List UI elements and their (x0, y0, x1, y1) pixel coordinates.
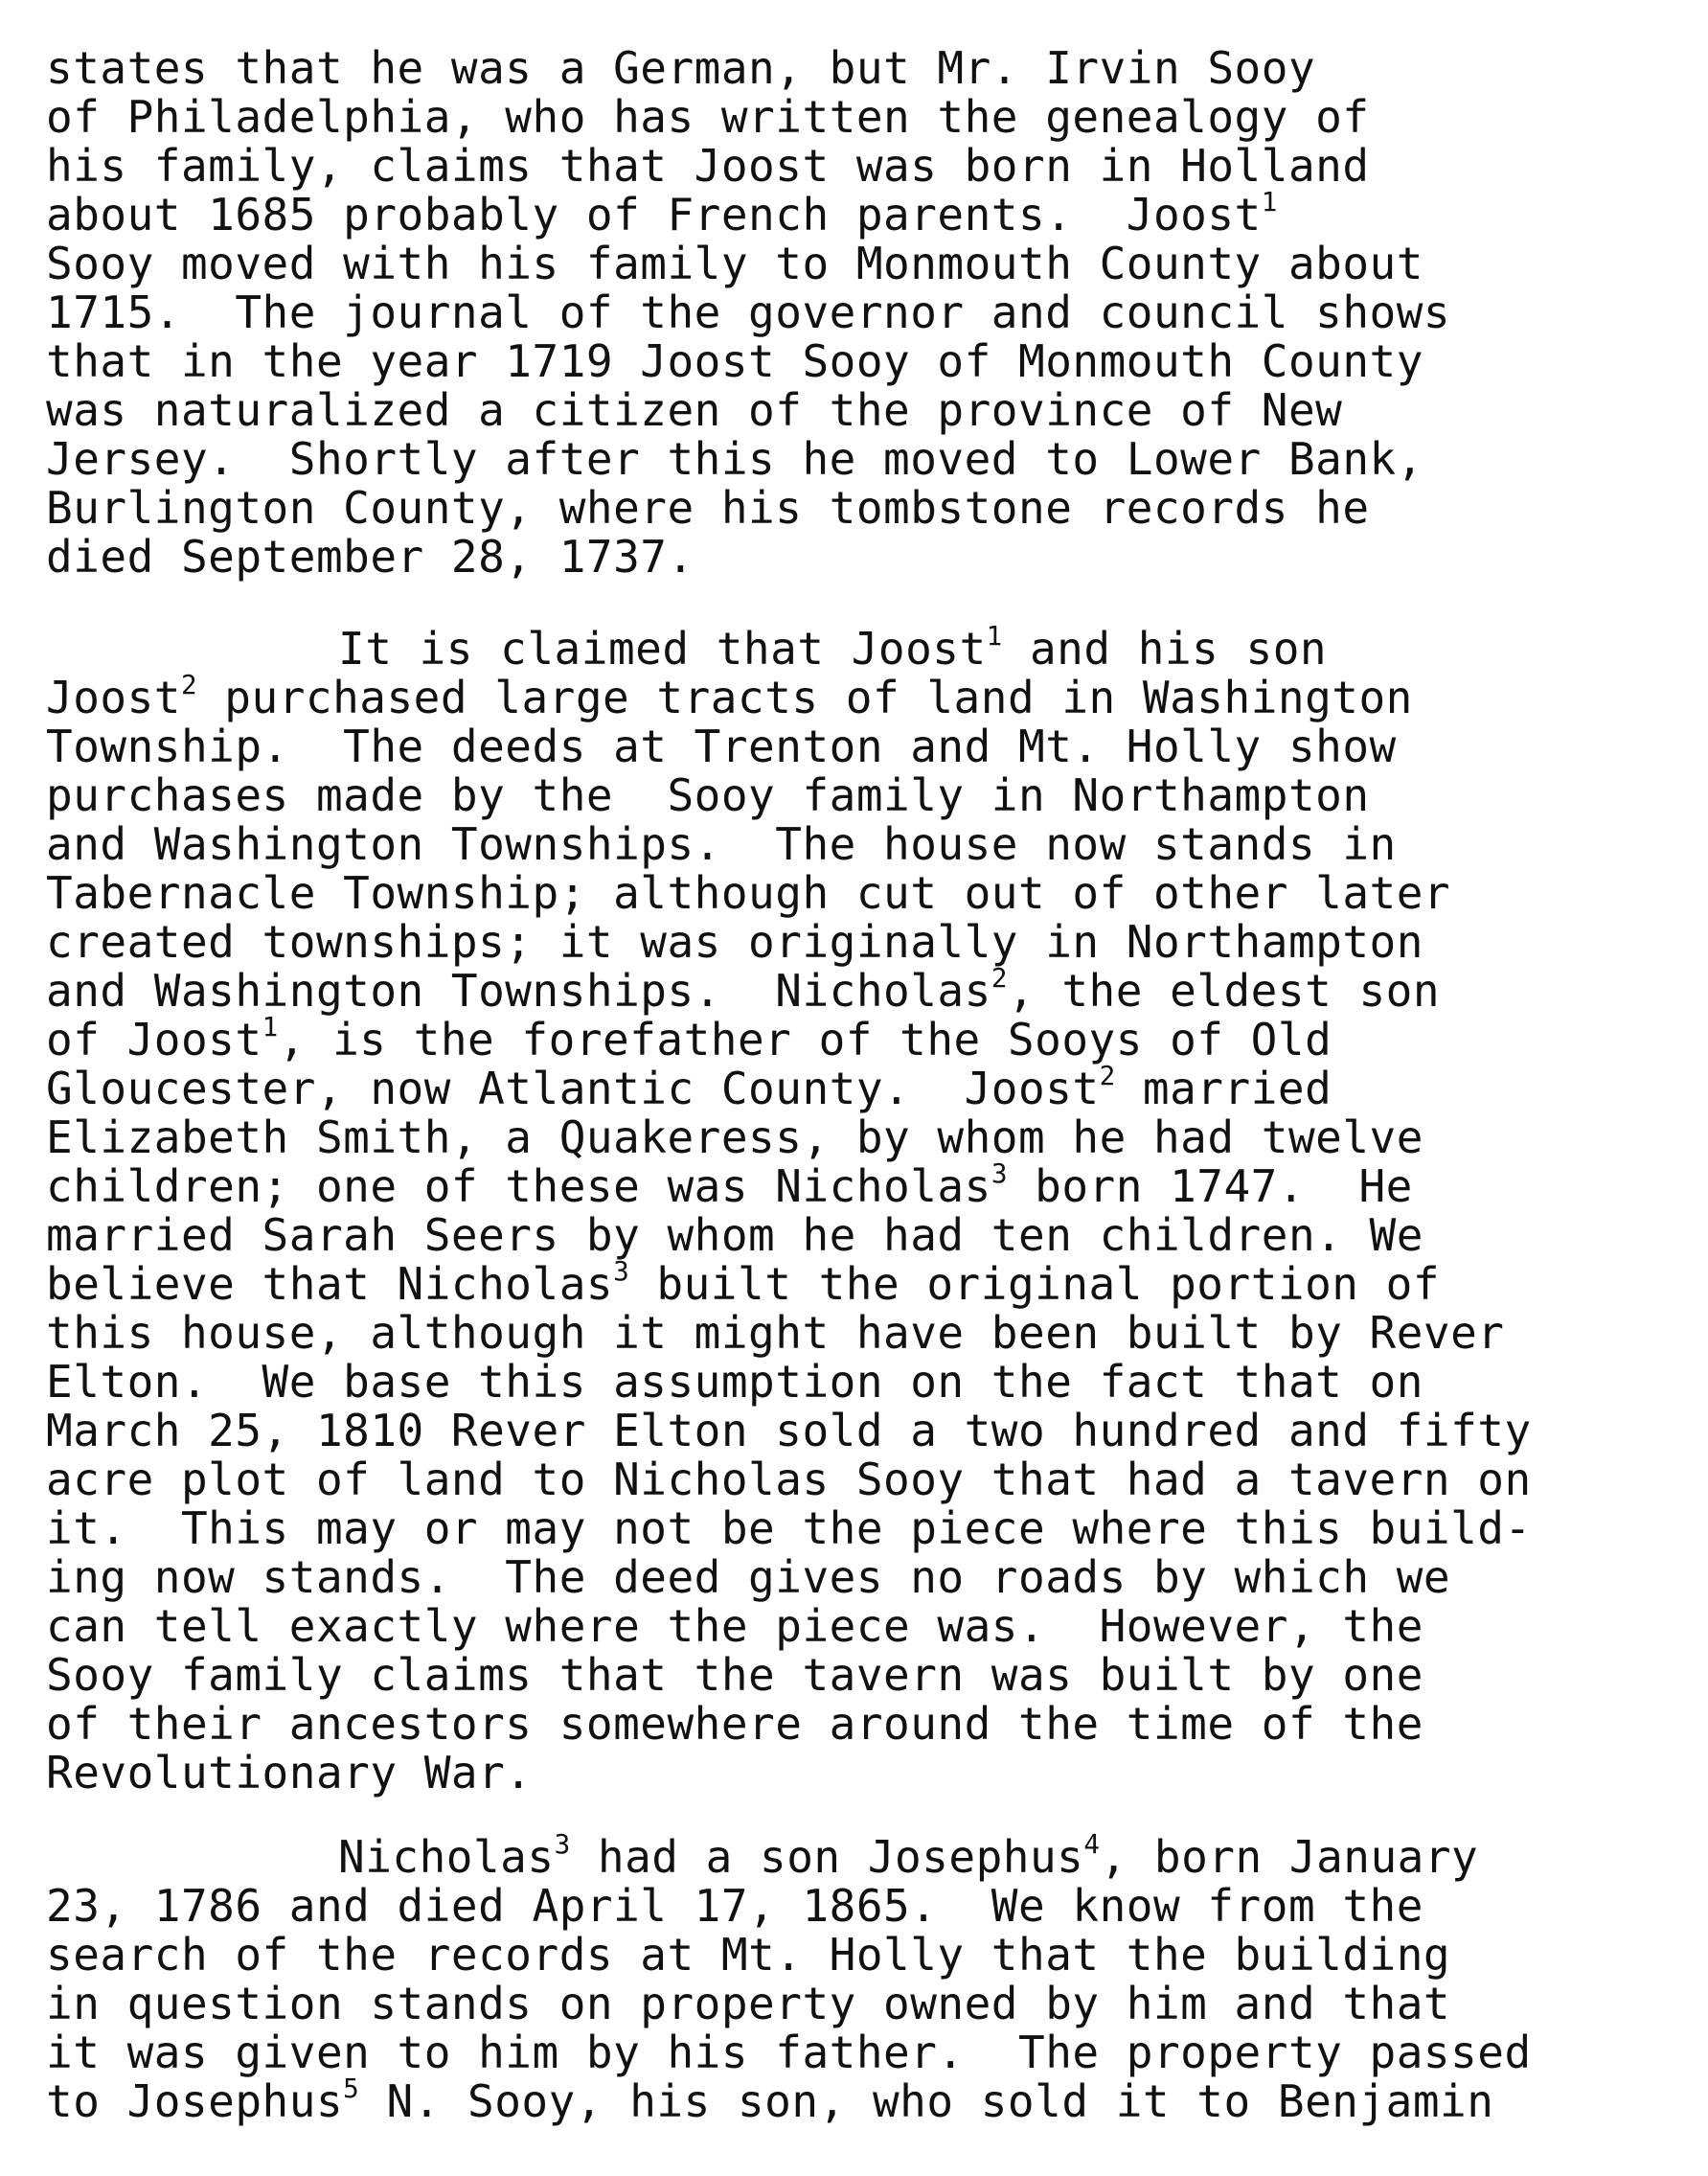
text-line (46, 1113, 1532, 1162)
text-line (46, 1504, 1532, 1553)
text-segment: Tabernacle Township; although cut out of other later (46, 867, 1451, 919)
text-line (46, 1602, 1532, 1651)
text-segment: It is claimed that Joost (338, 623, 987, 675)
text-segment: 1715. The journal of the governor and council shows (46, 286, 1451, 338)
superscript-generation-number: 2 (991, 961, 1008, 994)
text-line (46, 1882, 1532, 1931)
superscript-generation-number: 3 (613, 1254, 630, 1287)
text-segment: and Washington Townships. The house now stands in (46, 818, 1397, 870)
text-line (46, 1407, 1532, 1455)
text-segment: Burlington County, where his tombstone records he (46, 482, 1370, 534)
text-segment: had a son Josephus (570, 1831, 1084, 1883)
text-segment: created townships; it was originally in Northampton (46, 916, 1423, 968)
text-line (46, 1157, 1532, 1212)
paragraph-2 (46, 619, 1532, 1798)
text-line (46, 869, 1532, 918)
text-line (46, 44, 1450, 93)
text-segment: of Philadelphia, who has written the genealogy of (46, 91, 1370, 143)
text-line (46, 820, 1532, 869)
text-segment: Elizabeth Smith, a Quakeress, by whom he had twelve (46, 1111, 1423, 1163)
text-segment: this house, although it might have been built by Rever (46, 1307, 1505, 1359)
text-line (46, 1931, 1532, 1980)
text-line (46, 337, 1450, 386)
text-segment: Nicholas (338, 1831, 555, 1883)
text-segment: to Josephus (46, 2075, 344, 2127)
text-line (46, 2028, 1532, 2077)
text-segment: built the original portion of (629, 1258, 1441, 1310)
text-segment: was naturalized a citizen of the province of New (46, 384, 1343, 436)
text-segment: and Washington Townships. Nicholas (46, 965, 991, 1017)
text-line (46, 1749, 1532, 1798)
text-segment: Elton. We base this assumption on the fact that on (46, 1356, 1423, 1408)
text-line (46, 1980, 1532, 2028)
text-line (46, 435, 1450, 484)
text-segment: Jersey. Shortly after this he moved to Lower Bank, (46, 433, 1423, 485)
text-segment: purchased large tracts of land in Washington (197, 672, 1413, 723)
text-line (46, 1211, 1532, 1260)
text-line (46, 1309, 1532, 1358)
superscript-generation-number: 2 (1099, 1059, 1116, 1091)
text-line (46, 533, 1450, 582)
text-segment: March 25, 1810 Rever Elton sold a two hundred and fifty (46, 1405, 1532, 1456)
text-line (46, 722, 1532, 771)
text-segment: it was given to him by his father. The property passed (46, 2027, 1532, 2078)
text-line (46, 619, 1532, 675)
text-line (46, 918, 1532, 967)
text-line (46, 1455, 1532, 1504)
text-line (46, 386, 1450, 435)
text-segment: N. Sooy, his son, who sold it to Benjamin (359, 2075, 1494, 2127)
text-segment: of Joost (46, 1014, 262, 1065)
text-segment: of their ancestors somewhere around the time of the (46, 1698, 1423, 1750)
text-line (46, 1010, 1532, 1065)
text-segment: Sooy moved with his family to Monmouth County about (46, 238, 1423, 289)
text-segment: acre plot of land to Nicholas Sooy that had a tavern on (46, 1454, 1532, 1505)
text-segment: that in the year 1719 Joost Sooy of Monmouth County (46, 335, 1423, 387)
text-line (46, 1827, 1532, 1883)
text-segment: about 1685 probably of French parents. Joost (46, 189, 1262, 241)
text-line (46, 288, 1450, 337)
text-segment: children; one of these was Nicholas (46, 1160, 991, 1212)
text-segment: it. This may or may not be the piece where this build- (46, 1502, 1532, 1554)
text-segment: , is the forefather of the Sooys of Old (278, 1014, 1332, 1065)
superscript-generation-number: 1 (262, 1010, 279, 1042)
text-segment: married (1115, 1063, 1332, 1114)
paragraph-1 (46, 44, 1450, 582)
text-segment: Township. The deeds at Trenton and Mt. Holly show (46, 721, 1397, 772)
text-segment: married Sarah Seers by whom he had ten children. We (46, 1209, 1423, 1261)
text-segment: died September 28, 1737. (46, 531, 695, 583)
text-line (46, 1059, 1532, 1114)
text-segment: search of the records at Mt. Holly that the building (46, 1929, 1451, 1981)
superscript-generation-number: 5 (343, 2072, 360, 2104)
text-line (46, 2072, 1532, 2127)
text-line (46, 1254, 1532, 1310)
text-line (46, 93, 1450, 142)
superscript-generation-number: 3 (991, 1157, 1008, 1189)
text-line (46, 1700, 1532, 1749)
text-segment: born 1747. He (1007, 1160, 1413, 1212)
text-segment: in question stands on property owned by him and that (46, 1978, 1451, 2029)
text-segment: states that he was a German, but Mr. Irvin Sooy (46, 42, 1316, 94)
text-segment: , the eldest son (1007, 965, 1441, 1017)
paragraph-3 (46, 1827, 1532, 2127)
text-line (46, 484, 1450, 533)
text-segment: Gloucester, now Atlantic County. Joost (46, 1063, 1100, 1114)
text-line (46, 1651, 1532, 1700)
superscript-generation-number: 1 (986, 619, 1003, 652)
text-segment: ing now stands. The deed gives no roads by which we (46, 1551, 1451, 1603)
text-segment: Revolutionary War. (46, 1747, 533, 1798)
superscript-generation-number: 2 (180, 668, 198, 700)
text-line (46, 240, 1450, 288)
text-line (46, 961, 1532, 1017)
text-line (46, 1553, 1532, 1602)
superscript-generation-number: 4 (1083, 1827, 1101, 1860)
text-segment: believe that Nicholas (46, 1258, 614, 1310)
text-line (46, 1358, 1532, 1407)
text-line (46, 668, 1532, 723)
text-segment: purchases made by the Sooy family in Northampton (46, 769, 1370, 821)
superscript-generation-number: 1 (1261, 185, 1278, 218)
text-segment: and his son (1002, 623, 1328, 675)
text-segment: his family, claims that Joost was born in Holland (46, 140, 1370, 192)
text-segment: , born January (1100, 1831, 1479, 1883)
text-segment: 23, 1786 and died April 17, 1865. We know from the (46, 1880, 1423, 1932)
text-line (46, 771, 1532, 820)
text-line (46, 185, 1450, 241)
superscript-generation-number: 3 (554, 1827, 571, 1860)
text-segment: can tell exactly where the piece was. However, the (46, 1600, 1423, 1652)
text-segment: Sooy family claims that the tavern was built by one (46, 1649, 1423, 1701)
text-segment: Joost (46, 672, 181, 723)
text-line (46, 142, 1450, 191)
